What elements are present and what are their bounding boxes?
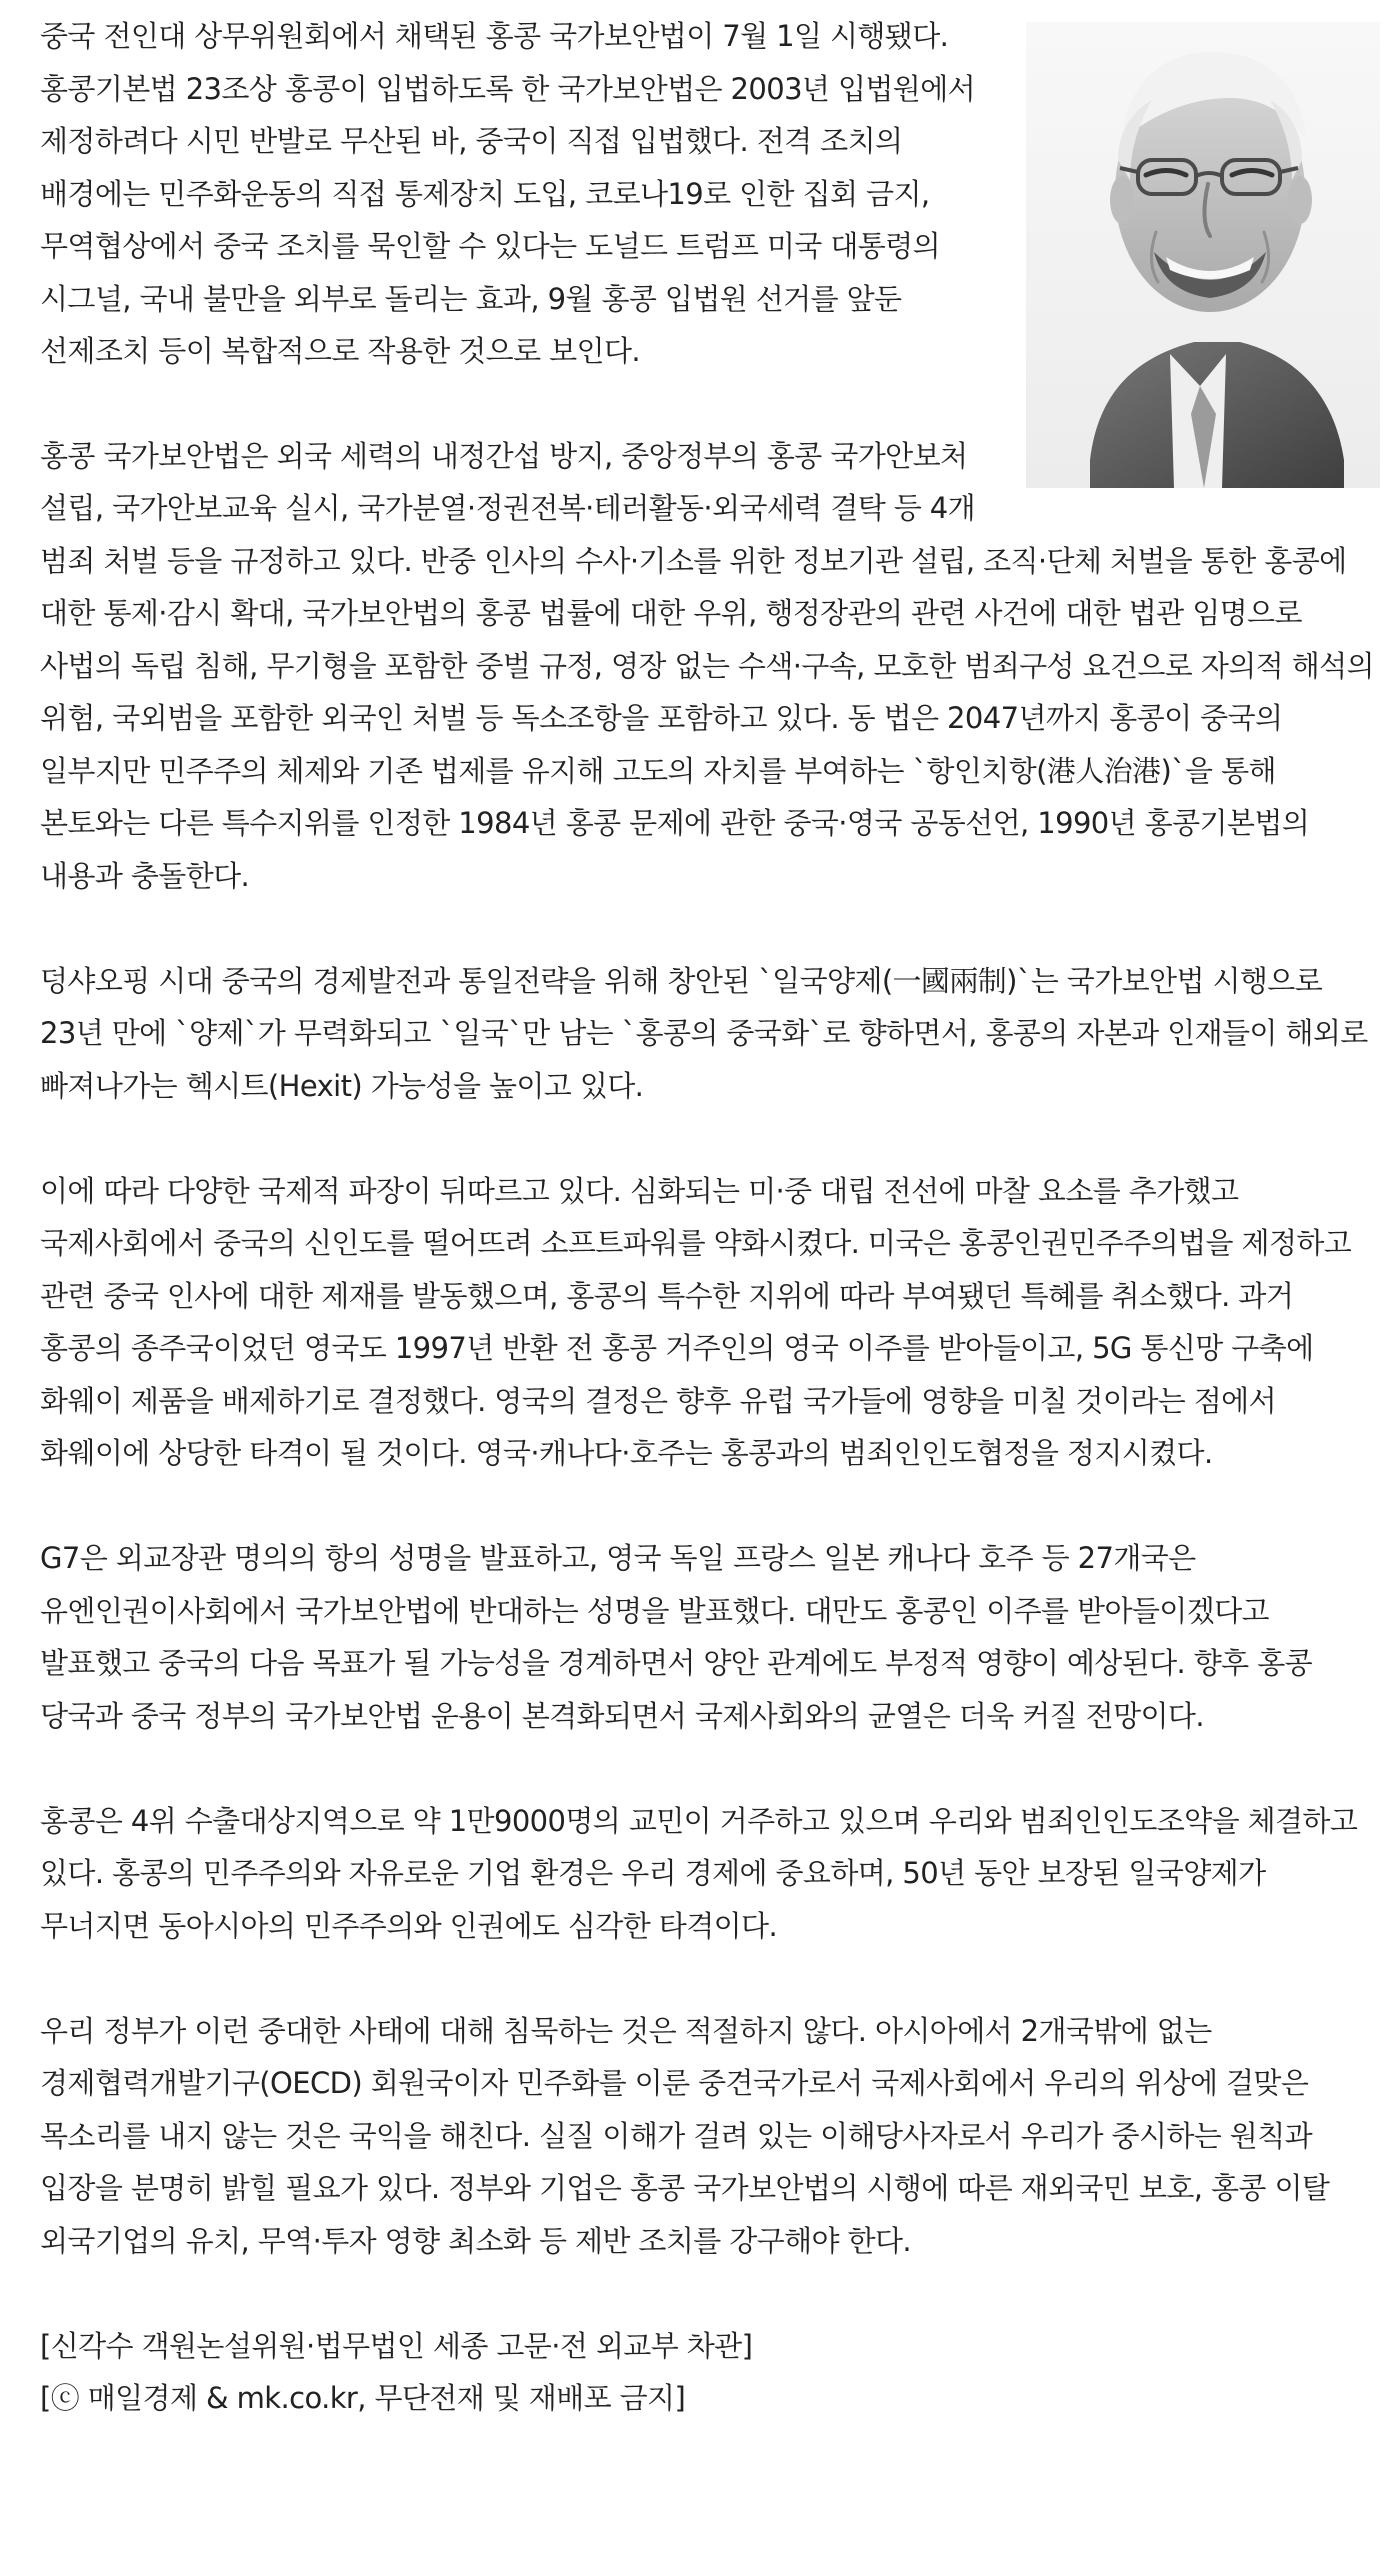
article-paragraph-5: G7은 외교장관 명의의 항의 성명을 발표하고, 영국 독일 프랑스 일본 캐나다 호주 등 27개국은 유엔인권이사회에서 국가보안법에 반대하는 성명을 발표했다. 대만도 홍콩인 이주를 받아들이겠다고 발표했고 중국의 다음 목표가 될 가능성을 경계하면서 양안 관계에도 부정적 영향이 예상된다. 향후 홍콩 당국과 중국 정부의 국가보안법 운용이 본격화되면서 국제사회와의 균열은 더욱 커질 전망이다. [40, 1541, 1313, 1733]
article-credit-block [40, 2320, 1380, 2424]
article-body [40, 10, 1380, 2424]
byline: [신각수 객원논설위원·법무법인 세종 고문·전 외교부 차관] [40, 2328, 753, 2363]
article-paragraph-1: 중국 전인대 상무위원회에서 채택된 홍콩 국가보안법이 7월 1일 시행됐다. 홍콩기본법 23조상 홍콩이 입법하도록 한 국가보안법은 2003년 입법원에서 제정하려다 시민 반발로 무산된 바, 중국이 직접 입법했다. 전격 조치의 배경에는 민주화운동의 직접 통제장치 도입, 코로나19로 인한 집회 금지, 무역협상에서 중국 조치를 묵인할 수 있다는 도널드 트럼프 미국 대통령의 시그널, 국내 불만을 외부로 돌리는 효과, 9월 홍콩 입법원 선거를 앞둔 선제조치 등이 복합적으로 작용한 것으로 보인다. [40, 19, 976, 368]
article-paragraph-2: 홍콩 국가보안법은 외국 세력의 내정간섭 방지, 중앙정부의 홍콩 국가안보처 설립, 국가안보교육 실시, 국가분열·정권전복·테러활동·외국세력 결탁 등 4개 범죄 처벌 등을 규정하고 있다. 반중 인사의 수사·기소를 위한 정보기관 설립, 조직·단체 처벌을 통한 홍콩에 대한 통제·감시 확대, 국가보안법의 홍콩 법률에 대한 우위, 행정장관의 관련 사건에 대한 법관 임명으로 사법의 독립 침해, 무기형을 포함한 중벌 규정, 영장 없는 수색·구속, 모호한 범죄구성 요건으로 자의적 해석의 위험, 국외범을 포함한 외국인 처벌 등 독소조항을 포함하고 있다. 동 법은 2047년까지 홍콩이 중국의 일부지만 민주주의 체제와 기존 법제를 유지해 고도의 자치를 부여하는 `항인치항(港人治港)`을 통해 본토와는 다른 특수지위를 인정한 1984년 홍콩 문제에 관한 중국·영국 공동선언, 1990년 홍콩기본법의 내용과 충돌한다. [40, 438, 1374, 893]
article-paragraph-4: 이에 따라 다양한 국제적 파장이 뒤따르고 있다. 심화되는 미·중 대립 전선에 마찰 요소를 추가했고 국제사회에서 중국의 신인도를 떨어뜨려 소프트파워를 약화시켰다. 미국은 홍콩인권민주주의법을 제정하고 관련 중국 인사에 대한 제재를 발동했으며, 홍콩의 특수한 지위에 따라 부여됐던 특혜를 취소했다. 과거 홍콩의 종주국이었던 영국도 1997년 반환 전 홍콩 거주인의 영국 이주를 받아들이고, 5G 통신망 구축에 화웨이 제품을 배제하기로 결정했다. 영국의 결정은 향후 유럽 국가들에 영향을 미칠 것이라는 점에서 화웨이에 상당한 타격이 될 것이다. 영국·캐나다·호주는 홍콩과의 범죄인인도협정을 정지시켰다. [40, 1173, 1352, 1470]
article-paragraph-3: 덩샤오핑 시대 중국의 경제발전과 통일전략을 위해 창안된 `일국양제(一國兩制)`는 국가보안법 시행으로 23년 만에 `양제`가 무력화되고 `일국`만 남는 `홍콩의 중국화`로 향하면서, 홍콩의 자본과 인재들이 해외로 빠져나가는 헥시트(Hexit) 가능성을 높이고 있다. [40, 963, 1368, 1103]
article-paragraph-6: 홍콩은 4위 수출대상지역으로 약 1만9000명의 교민이 거주하고 있으며 우리와 범죄인인도조약을 체결하고 있다. 홍콩의 민주주의와 자유로운 기업 환경은 우리 경제에 중요하며, 50년 동안 보장된 일국양제가 무너지면 동아시아의 민주주의와 인권에도 심각한 타격이다. [40, 1803, 1358, 1943]
copyright-notice: [ⓒ 매일경제 & mk.co.kr, 무단전재 및 재배포 금지] [40, 2380, 686, 2415]
article-paragraph-7: 우리 정부가 이런 중대한 사태에 대해 침묵하는 것은 적절하지 않다. 아시아에서 2개국밖에 없는 경제협력개발기구(OECD) 회원국이자 민주화를 이룬 중견국가로서 국제사회에서 우리의 위상에 걸맞은 목소리를 내지 않는 것은 국익을 해친다. 실질 이해가 걸려 있는 이해당사자로서 우리가 중시하는 원칙과 입장을 분명히 밝힐 필요가 있다. 정부와 기업은 홍콩 국가보안법의 시행에 따른 재외국민 보호, 홍콩 이탈 외국기업의 유치, 무역·투자 영향 최소화 등 제반 조치를 강구해야 한다. [40, 2013, 1330, 2258]
